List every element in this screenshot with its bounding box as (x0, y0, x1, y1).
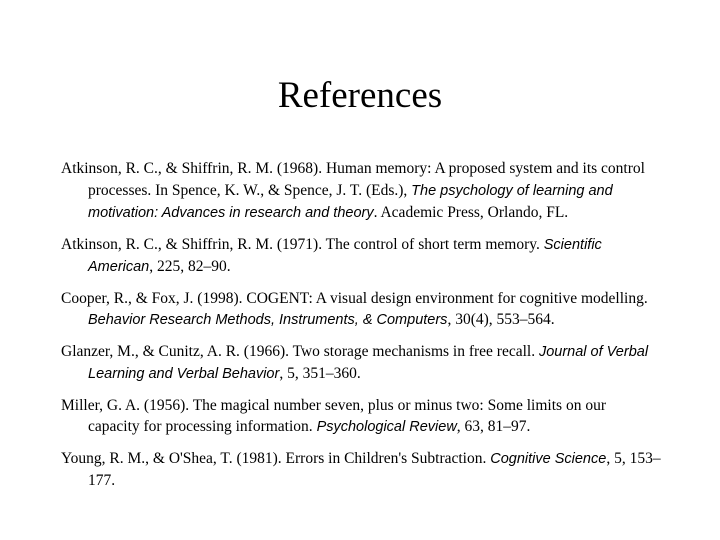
reference-source-title: Journal of Verbal Learning and Verbal Behavior (88, 343, 649, 382)
reference-item (61, 158, 661, 225)
reference-text: Atkinson, R. C., & Shiffrin, R. M. (1968). Human memory: A proposed system and its control processes. In Spence, K. W., & Spence, J. T. (Eds.), (61, 160, 645, 199)
reference-text: Glanzer, M., & Cunitz, A. R. (1966). Two storage mechanisms in free recall. (61, 342, 539, 360)
reference-details: , 5, 153–177. (88, 449, 661, 489)
reference-details: , 63, 81–97. (456, 418, 531, 435)
reference-source-title: The psychology of learning and motivation: Advances in research and theory (88, 182, 613, 221)
reference-details: . Academic Press, Orlando, FL. (373, 204, 569, 221)
reference-text: Young, R. M., & O'Shea, T. (1981). Errors in Children's Subtraction. (61, 449, 491, 467)
page-title: References (277, 75, 443, 116)
reference-text: Miller, G. A. (1956). The magical number seven, plus or minus two: Some limits on our capacity for processing information. (61, 396, 606, 435)
reference-details: , 5, 351–360. (279, 365, 361, 382)
reference-details: , 30(4), 553–564. (447, 311, 555, 328)
reference-item (61, 341, 661, 386)
reference-details: , 225, 82–90. (149, 258, 231, 275)
reference-item (61, 288, 661, 332)
reference-text: Cooper, R., & Fox, J. (1998). COGENT: A visual design environment for cognitive modelling. (61, 289, 648, 307)
reference-source-title: Psychological Review (316, 419, 457, 435)
reference-source-title: Scientific American (88, 236, 602, 275)
reference-item (61, 448, 661, 492)
reference-item (61, 234, 661, 279)
reference-source-title: Behavior Research Methods, Instruments, & Computers (88, 312, 448, 328)
reference-list (61, 158, 661, 501)
reference-item (61, 395, 661, 439)
reference-source-title: Cognitive Science (490, 450, 607, 467)
reference-text: Atkinson, R. C., & Shiffrin, R. M. (1971). The control of short term memory. (61, 235, 544, 253)
